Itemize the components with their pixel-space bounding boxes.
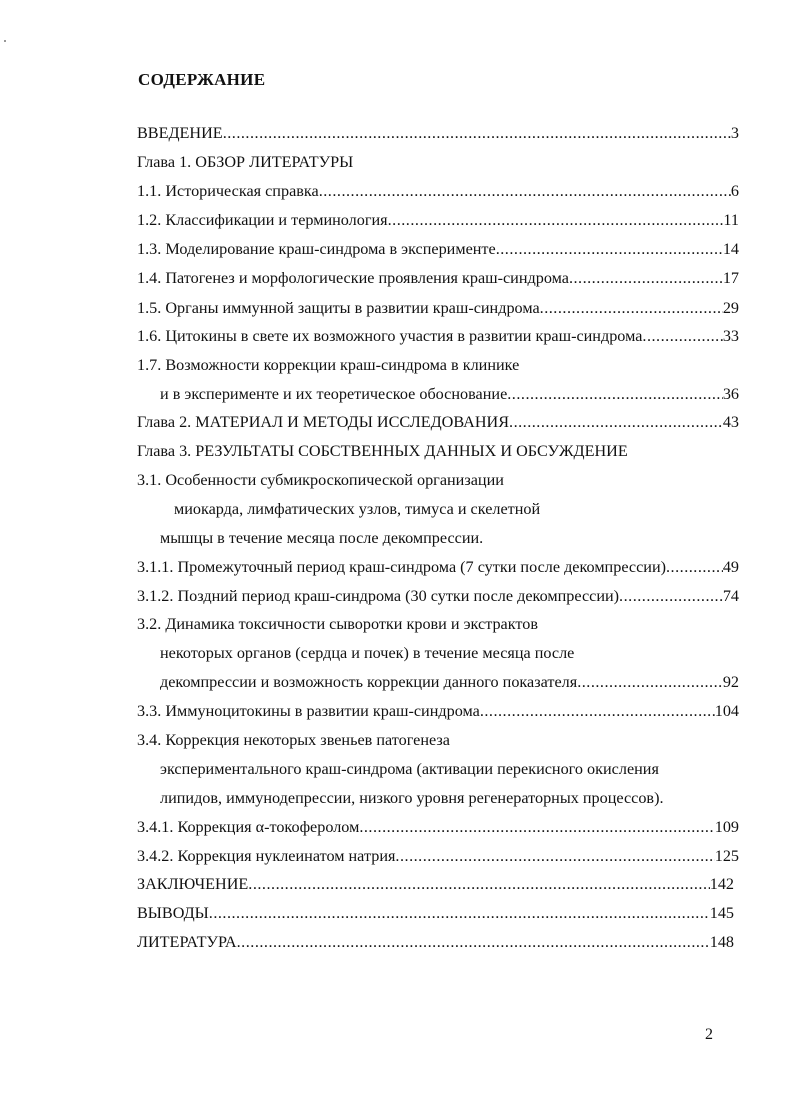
- toc-entry-1-6: [137, 326, 739, 346]
- toc-entry-3-4-cont-2: [160, 788, 664, 808]
- toc-entry-text: и в эксперименте и их теоретическое обоснование: [160, 385, 508, 403]
- toc-entry-text: 3.3. Иммуноцитокины в развитии краш-синдрома: [137, 702, 480, 720]
- toc-entry-text: 1.5. Органы иммунной защиты в развитии краш-синдрома: [137, 299, 540, 317]
- toc-leader-dots: [209, 903, 710, 923]
- toc-entry-3-2-cont-1: [160, 643, 574, 663]
- toc-entry-text: 3.1.2. Поздний период краш-синдрома (30 сутки после декомпрессии): [137, 587, 620, 605]
- toc-entry-text: 3.1. Особенности субмикроскопической организации: [137, 471, 504, 489]
- toc-entry-page: 148: [709, 933, 734, 951]
- toc-entry-page: 145: [709, 904, 734, 922]
- toc-entry-text: липидов, иммунодепрессии, низкого уровня регенераторных процессов).: [160, 789, 664, 807]
- toc-entry-text: 3.1.1. Промежуточный период краш-синдрома (7 сутки после декомпрессии): [137, 558, 666, 576]
- toc-entry-text: Глава 2. МАТЕРИАЛ И МЕТОДЫ ИССЛЕДОВАНИЯ: [137, 413, 510, 431]
- toc-leader-dots: [569, 268, 723, 288]
- toc-entry-chapter-1: [137, 152, 353, 172]
- toc-entry-text: экспериментального краш-синдрома (активации перекисного окисления: [160, 760, 659, 778]
- toc-entry-text: 1.6. Цитокины в свете их возможного участия в развитии краш-синдрома: [137, 327, 643, 345]
- toc-entry-findings: [137, 903, 734, 923]
- toc-entry-text: 1.2. Классификации и терминология: [137, 211, 388, 229]
- toc-entry-page: 104: [714, 702, 739, 720]
- toc-leader-dots: [509, 412, 723, 432]
- toc-entry-text: 1.7. Возможности коррекции краш-синдрома в клинике: [137, 356, 520, 374]
- toc-entry-text: 3.4.2. Коррекция нуклеинатом натрия: [137, 847, 396, 865]
- toc-entry-page: 14: [722, 240, 739, 258]
- toc-entry-3-2: [137, 614, 538, 634]
- toc-leader-dots: [619, 586, 723, 606]
- toc-entry-text: миокарда, лимфатических узлов, тимуса и скелетной: [174, 500, 541, 518]
- toc-entry-page: 17: [722, 269, 739, 287]
- toc-entry-3-1-cont-2: [160, 528, 483, 548]
- scan-speck: [4, 40, 6, 42]
- toc-leader-dots: [507, 384, 723, 404]
- toc-entry-1-2: [137, 210, 739, 230]
- toc-leader-dots: [359, 817, 714, 837]
- toc-entry-3-1: [137, 470, 504, 490]
- toc-entry-chapter-2: [137, 412, 739, 432]
- toc-entry-1-4: [137, 268, 739, 288]
- toc-entry-page: 36: [722, 385, 739, 403]
- toc-entry-text: мышцы в течение месяца после декомпрессии.: [160, 529, 484, 547]
- toc-entry-text: ЛИТЕРАТУРА: [137, 933, 237, 951]
- toc-entry-text: Глава 1. ОБЗОР ЛИТЕРАТУРЫ: [137, 153, 354, 171]
- toc-leader-dots: [666, 557, 723, 577]
- toc-entry-1-7-cont: [160, 384, 739, 404]
- toc-leader-dots: [642, 326, 722, 346]
- toc-entry-text: 1.4. Патогенез и морфологические проявления краш-синдрома: [137, 269, 569, 287]
- toc-entry-3-3: [137, 701, 739, 721]
- toc-entry-introduction: [137, 123, 739, 143]
- toc-entry-text: ВВЕДЕНИЕ: [137, 124, 223, 142]
- toc-leader-dots: [223, 123, 731, 143]
- toc-entry-page: 125: [714, 847, 739, 865]
- toc-entry-text: 3.4. Коррекция некоторых звеньев патогенеза: [137, 731, 450, 749]
- toc-entry-page: 3: [730, 124, 739, 142]
- page-number: 2: [705, 1026, 713, 1043]
- toc-entry-text: ВЫВОДЫ: [137, 904, 209, 922]
- toc-entry-3-4-1: [137, 817, 739, 837]
- toc-entry-chapter-3: [137, 441, 628, 461]
- toc-entry-text: некоторых органов (сердца и почек) в течение месяца после: [160, 644, 575, 662]
- toc-entry-page: 6: [730, 182, 739, 200]
- toc-leader-dots: [248, 874, 709, 894]
- toc-entry-1-1: [137, 181, 739, 201]
- toc-entry-page: 142: [709, 875, 734, 893]
- toc-entry-text: декомпрессии и возможность коррекции данного показателя: [160, 673, 578, 691]
- toc-entry-3-4: [137, 730, 450, 750]
- toc-entry-3-2-cont-2: [160, 672, 739, 692]
- toc-entry-page: 11: [723, 211, 739, 229]
- toc-leader-dots: [319, 181, 731, 201]
- toc-entry-page: 29: [722, 299, 739, 317]
- toc-entry-1-3: [137, 239, 739, 259]
- toc-entry-conclusion: [137, 874, 734, 894]
- toc-entry-text: 3.2. Динамика токсичности сыворотки крови и экстрактов: [137, 615, 538, 633]
- toc-leader-dots: [395, 846, 714, 866]
- toc-leader-dots: [577, 672, 723, 692]
- toc-entry-text: ЗАКЛЮЧЕНИЕ: [137, 875, 249, 893]
- toc-entry-page: 92: [722, 673, 739, 691]
- toc-entry-text: 1.3. Моделирование краш-синдрома в эксперименте: [137, 240, 496, 258]
- toc-entry-page: 43: [722, 413, 739, 431]
- toc-entry-page: 33: [722, 327, 739, 345]
- toc-entry-3-1-1: [137, 557, 739, 577]
- toc-entry-page: 49: [722, 558, 739, 576]
- toc-entry-1-5: [137, 298, 739, 318]
- toc-entry-text: 3.4.1. Коррекция α-токоферолом: [137, 818, 360, 836]
- toc-entry-3-4-2: [137, 846, 739, 866]
- toc-entry-3-4-cont-1: [160, 759, 659, 779]
- toc-leader-dots: [480, 701, 715, 721]
- toc-leader-dots: [540, 298, 723, 318]
- toc-leader-dots: [388, 210, 724, 230]
- toc-entry-page: 109: [714, 818, 739, 836]
- toc-entry-text: 1.1. Историческая справка: [137, 182, 319, 200]
- toc-entry-text: Глава 3. РЕЗУЛЬТАТЫ СОБСТВЕННЫХ ДАННЫХ И ОБСУЖДЕНИЕ: [137, 442, 628, 460]
- toc-entry-page: 74: [722, 587, 739, 605]
- toc-entry-1-7: [137, 355, 519, 375]
- toc-entry-3-1-cont-1: [174, 499, 540, 519]
- toc-entry-3-1-2: [137, 586, 739, 606]
- toc-leader-dots: [237, 932, 710, 952]
- toc-entry-references: [137, 932, 734, 952]
- toc-leader-dots: [496, 239, 723, 259]
- page-title: СОДЕРЖАНИЕ: [138, 70, 266, 89]
